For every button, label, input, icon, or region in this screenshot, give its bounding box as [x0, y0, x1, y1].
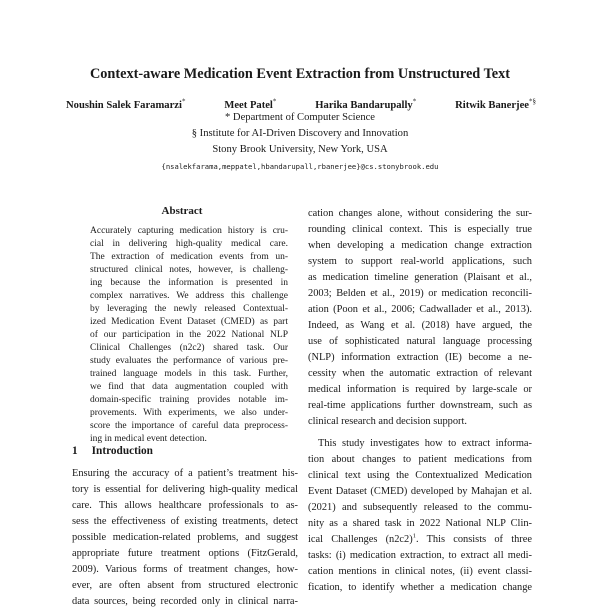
body-line: system to support real-world applications, such	[308, 256, 532, 267]
body-line: clinical research and decision support.	[308, 416, 467, 427]
body-line: tory is essential for delivering high-quality medical	[72, 484, 298, 495]
body-line: ation (Poon et al., 2006; Cadwallader et al., 2013).	[308, 304, 532, 315]
body-line: (NLP) information extraction (IE) become a ne-	[308, 352, 532, 363]
body-line: clinical text using the Contextualized Medication	[308, 470, 532, 481]
abstract-heading: Abstract	[161, 205, 203, 217]
affiliation: * Department of Computer Science	[224, 112, 376, 123]
section-heading	[72, 445, 153, 457]
body-line: real-time applications further downstream, such as	[308, 400, 532, 411]
paper-title: Context-aware Medication Event Extraction from Unstructured Text	[89, 66, 511, 82]
body-line: data sources, being recorded only in clinical narra-	[72, 596, 298, 607]
body-line: 2009). Various forms of treatment changes, how-	[72, 564, 298, 575]
body-line: ever, are often absent from structured electronic	[72, 580, 298, 591]
body-line: ical Challenges (n2c2)$^1$. This consists of three	[308, 532, 532, 545]
abstract-line: by leveraging the newly released Contextual-	[90, 304, 288, 314]
abstract-line: ized Medication Event Dataset (CMED) as part	[90, 317, 288, 327]
body-line: tasks: (i) medication extraction, to extract all medi-	[308, 550, 532, 561]
body-line: Indeed, as Wang et al. (2018) have argued, the	[308, 320, 532, 331]
section-title: Introduction	[91, 445, 153, 457]
abstract-line: cial in delivering high-quality medical care.	[90, 239, 288, 249]
abstract-line: domain-specific training provides notable im-	[90, 395, 288, 405]
abstract-line: Accurately capturing medication history is cru-	[90, 226, 288, 236]
body-line: sess the effectiveness of existing treatments, detect	[72, 516, 298, 527]
author: Harika Bandarupally*	[315, 97, 417, 111]
abstract-line: study evaluates the performance of various pre-	[90, 356, 288, 366]
author: Meet Patel*	[224, 97, 277, 111]
abstract-line: trained language models in this task. Further,	[90, 369, 288, 379]
body-line: appropriate future treatment options (FitzGerald,	[72, 548, 298, 559]
abstract-line: structured clinical notes, however, is challeng-	[90, 265, 288, 275]
body-line: (2021) and subsequently released to the commu-	[308, 502, 532, 513]
body-line: medical information is required by large-scale or	[308, 384, 532, 395]
abstract-line: Clinical Challenges (n2c2) shared task. Our	[90, 343, 288, 353]
body-line: nity as a shared task in 2022 National NLP Clin-	[308, 518, 532, 529]
abstract-line: ing because the information is presented in	[90, 278, 288, 288]
abstract-line: of our participation in the 2022 National NLP	[90, 330, 288, 340]
author: Ritwik Banerjee*§	[455, 97, 536, 111]
footnote-marker[interactable]: 1	[412, 532, 416, 540]
body-line: cation changes alone, without considering the sur-	[308, 208, 532, 219]
body-line: tion about changes to patient medications from	[308, 454, 532, 465]
abstract-line: provements. With experiments, we also under-	[90, 408, 288, 418]
abstract-line: we find that data augmentation coupled with	[90, 382, 288, 392]
body-line: rounding clinical context. This is especially true	[308, 224, 532, 235]
section-number: 1	[72, 445, 78, 457]
abstract-line: complex narratives. We address this challenge	[90, 291, 288, 301]
body-line: when developing a medication change extraction	[308, 240, 532, 251]
author-emails: {nsalekfarama,meppatel,hbandarupall,rbanerjee}@cs.stonybrook.edu	[161, 162, 439, 171]
body-line: Event Dataset (CMED) developed by Mahajan et al.	[308, 486, 532, 497]
body-line: cation mentions in clinical notes, (ii) event classi-	[308, 566, 532, 577]
abstract-line: score the importance of careful data preprocess-	[90, 421, 288, 431]
affiliation: § Institute for AI-Driven Discovery and Innovation	[191, 128, 409, 139]
body-line: possible medication-related problems, and suggest	[72, 532, 298, 543]
body-line: fication, to identify whether a medication change	[308, 582, 532, 593]
body-line: cessity when the automatic extraction of relevant	[308, 368, 532, 379]
body-line: Ensuring the accuracy of a patient’s treatment his-	[72, 468, 298, 479]
body-line: as medication timeline generation (Plaisant et al.,	[308, 272, 532, 283]
body-line: This study investigates how to extract informa-	[318, 438, 532, 449]
body-line: care. This allows healthcare professionals to as-	[72, 500, 298, 511]
author-list	[66, 97, 536, 111]
affiliation: Stony Brook University, New York, USA	[212, 144, 388, 155]
body-line: use of sophisticated natural language processing	[308, 336, 532, 347]
body-line: 2003; Belden et al., 2019) or medication reconcili-	[308, 288, 532, 299]
author: Noushin Salek Faramarzi*	[66, 97, 186, 111]
abstract-line: ing in medical event detection.	[90, 434, 207, 444]
abstract-line: The extraction of medication events from un-	[90, 252, 288, 262]
